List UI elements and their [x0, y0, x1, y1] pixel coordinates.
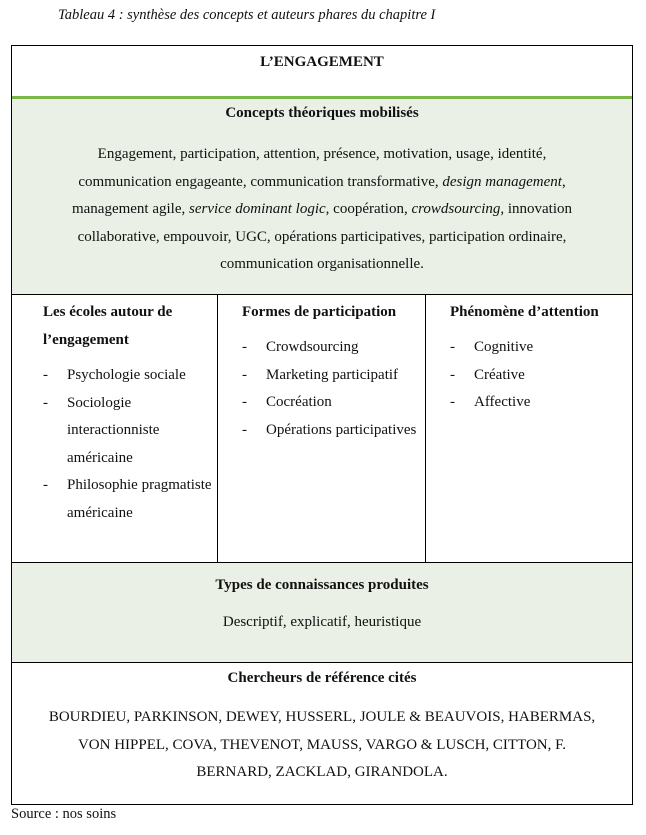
concepts-heading: Concepts théoriques mobilisés [225, 105, 419, 121]
list-item-text: Cognitive [474, 339, 534, 355]
concept-term: présence [323, 146, 376, 162]
concept-term: identité [497, 146, 543, 162]
list-item: - Crowdsourcing [242, 339, 359, 355]
researchers-section [12, 663, 632, 804]
column-attention [426, 295, 632, 562]
concept-term: service dominant logic [189, 201, 326, 218]
researcher-name: JOULE & BEAUVOIS [359, 709, 501, 725]
researcher-name: GIRANDOLA [354, 764, 444, 781]
list-item-text: Cocréation [266, 394, 332, 411]
list-item-text: Psychologie sociale [67, 367, 186, 383]
table-title: L’ENGAGEMENT [260, 54, 384, 70]
researcher-name: ZACKLAD [275, 764, 348, 781]
list-item: - Psychologie sociale [43, 367, 186, 383]
column-participation [218, 295, 426, 562]
concept-term: communication organisationnelle [220, 256, 421, 273]
list-item: - Marketing participatif [242, 366, 399, 383]
concept-term: empouvoir [163, 228, 228, 245]
concepts-list: Engagement, participation, attention, présence, motivation, usage, identité, communication engageante, communication transformative, design management, management agile, service dominant logic, coopération, crowdsourcing, innovation collaborative, empouvoir, UGC, opérations participatives, participation ordinaire, communication organisationnelle. [71, 146, 573, 273]
concept-term: usage [455, 146, 491, 162]
researcher-name: VON HIPPEL [77, 736, 166, 753]
synthesis-table [11, 45, 633, 805]
column-heading: Phénomène d’attention [450, 304, 599, 320]
knowledge-section [12, 563, 632, 663]
knowledge-heading: Types de connaissances produites [215, 577, 429, 593]
concepts-section [12, 99, 632, 295]
list-item-text: Opérations participatives [266, 421, 417, 438]
concept-term: communication transformative [250, 173, 435, 190]
concept-term: participation ordinaire [428, 228, 563, 245]
column-heading: Les écoles autour de l’engagement [43, 304, 173, 348]
researcher-name: HUSSERL [285, 709, 353, 725]
concept-term: opérations participatives [274, 228, 422, 245]
list-item: - Créative [450, 366, 525, 383]
list-item: - Philosophie pragmatiste américaine [43, 477, 212, 521]
list-item-text: Créative [474, 366, 525, 383]
list-item-text: Marketing participatif [266, 366, 399, 383]
column-list [242, 334, 423, 444]
table-caption: Tableau 4 : synthèse des concepts et auteurs phares du chapitre I [58, 7, 436, 23]
researchers-list: BOURDIEU, PARKINSON, DEWEY, HUSSERL, JOULE & BEAUVOIS, HABERMAS, VON HIPPEL, COVA, THEVENOT, MAUSS, VARGO & LUSCH, CITTON, F. BERNARD, ZACKLAD, GIRANDOLA. [48, 709, 596, 781]
column-list [43, 362, 213, 528]
column-schools [12, 295, 218, 562]
concept-term: motivation [383, 146, 449, 162]
source-note: Source : nos soins [11, 806, 117, 822]
list-item: - Affective [450, 394, 531, 411]
list-item-text: Crowdsourcing [266, 339, 359, 355]
list-item: - Cocréation [242, 394, 332, 411]
researcher-name: MAUSS [306, 736, 359, 753]
researcher-name: BOURDIEU [48, 709, 127, 725]
concept-term: participation [180, 146, 256, 162]
three-column-section [12, 295, 632, 563]
researcher-name: VARGO & LUSCH [365, 736, 486, 753]
list-item-text: Affective [474, 394, 531, 411]
researcher-name: HABERMAS [508, 709, 592, 725]
list-item: - Cognitive [450, 339, 534, 355]
concept-term: crowdsourcing [411, 201, 501, 218]
researcher-name: DEWEY [225, 709, 279, 725]
column-heading: Formes de participation [242, 304, 397, 320]
list-item: - Sociologie interactionniste américaine [43, 394, 160, 466]
concept-term: innovation collaborative [77, 201, 573, 245]
researcher-name: F. BERNARD [196, 736, 567, 781]
concept-term: design management [442, 173, 562, 190]
column-list [450, 334, 628, 417]
list-item: - Opérations participatives [242, 421, 417, 438]
researcher-name: CITTON [492, 736, 548, 753]
concept-term: UGC [235, 228, 267, 245]
list-item-text: Philosophie pragmatiste américaine [67, 477, 212, 521]
researcher-name: COVA [172, 736, 214, 753]
concept-term: management agile [71, 201, 182, 218]
concept-term: coopération [333, 201, 404, 218]
concept-term: Engagement [97, 146, 173, 162]
researchers-heading: Chercheurs de référence cités [227, 670, 417, 686]
concept-term: communication engageante [78, 173, 243, 190]
knowledge-text: Descriptif, explicatif, heuristique [222, 614, 422, 630]
researcher-name: THEVENOT [220, 736, 300, 753]
concept-term: attention [263, 146, 316, 162]
researcher-name: PARKINSON [133, 709, 219, 725]
list-item-text: Sociologie interactionniste américaine [67, 394, 160, 466]
